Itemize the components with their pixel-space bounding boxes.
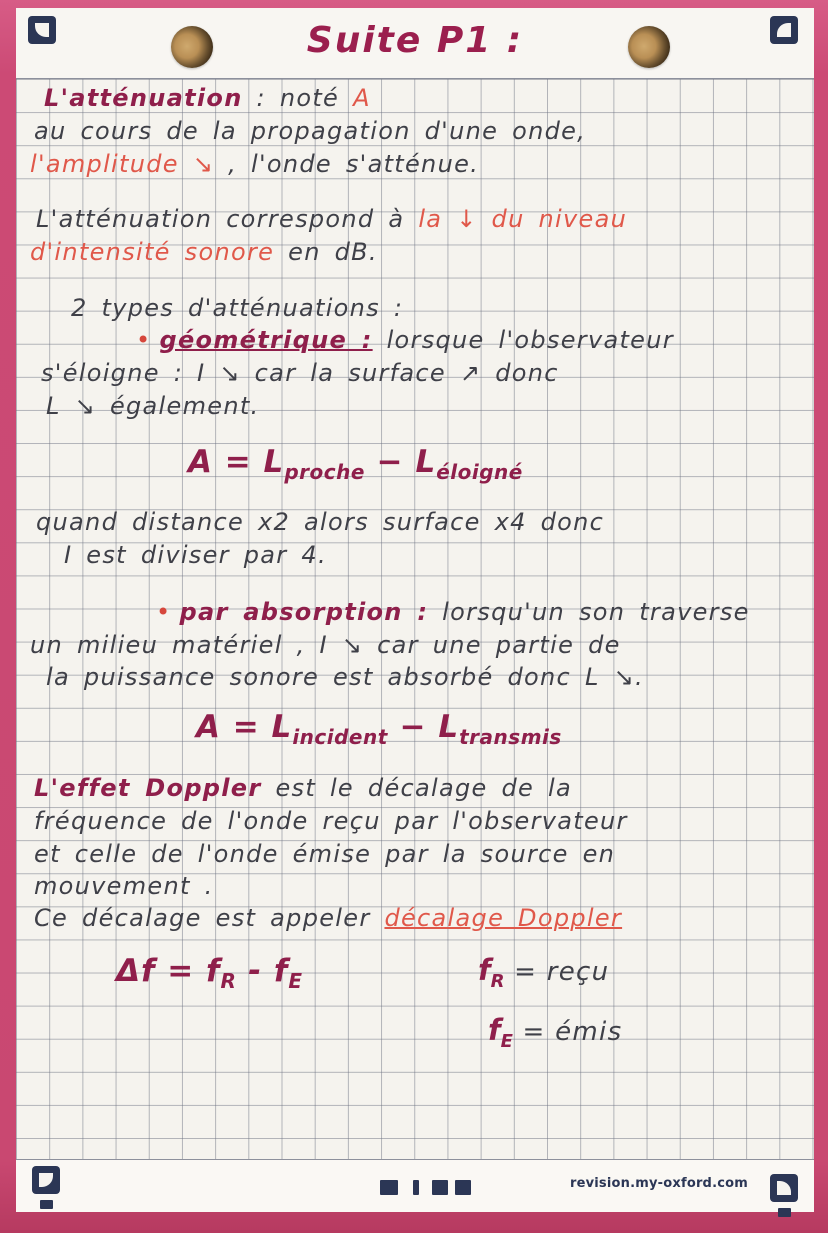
geometric-line3: L ↘ également. <box>46 392 260 420</box>
types-heading: 2 types d'atténuations : <box>71 294 404 322</box>
qr-corner-top-left-icon <box>28 16 56 44</box>
absorption-bullet-line: • par absorption : lorsqu'un son traverse <box>156 598 750 626</box>
doppler-line3: et celle de l'onde émise par la source en <box>34 840 616 868</box>
page-footer <box>16 1160 814 1212</box>
legend-f-emitted: $f_E$ = émis <box>488 1013 623 1052</box>
symbol-A: A <box>353 84 371 112</box>
doppler-line4: mouvement . <box>34 872 214 900</box>
absorption-line2: un milieu matériel , I ↘ car une partie de <box>30 631 621 659</box>
geometric-bullet-line: • géométrique : lorsque l'observateur <box>136 326 674 354</box>
bullet-icon: • <box>136 326 152 354</box>
paper-sheet <box>16 8 814 1212</box>
website-url: revision.my-oxford.com <box>569 1176 748 1191</box>
doppler-line5: Ce décalage est appeler décalage Doppler <box>34 904 623 932</box>
term-effet-doppler: L'effet Doppler <box>34 774 262 802</box>
page-title: Suite P1 : <box>306 20 524 61</box>
term-attenuation: L'atténuation <box>44 84 243 112</box>
absorption-line3: la puissance sonore est absorbé donc L ↘. <box>46 663 644 691</box>
distance-rule-line2: I est diviser par 4. <box>64 541 327 569</box>
attenuation-definition-line3: l'amplitude ↘ , l'onde s'atténue. <box>30 150 480 178</box>
term-decalage-doppler: décalage Doppler <box>384 904 623 932</box>
attenuation-meaning-line2: d'intensité sonore en dB. <box>30 238 378 266</box>
term-par-absorption: par absorption : <box>179 598 429 626</box>
formula-doppler-shift: $\Delta f = f_R - f_E$ <box>116 953 303 994</box>
grid-notes-area <box>16 78 814 1160</box>
qr-corner-bottom-left-icon <box>32 1166 60 1194</box>
doppler-line2: fréquence de l'onde reçu par l'observateur <box>34 807 628 835</box>
bullet-icon: • <box>156 598 172 626</box>
formula-geometric-attenuation: $A = L_{proche} - L_{éloigné}$ <box>188 444 523 485</box>
attenuation-meaning-line1: L'atténuation correspond à la ↓ du niveau <box>36 205 628 233</box>
term-intensite-sonore: d'intensité sonore <box>30 238 275 266</box>
hole-punch-right <box>628 26 670 68</box>
formula-absorption-attenuation: $A = L_{incident} - L_{transmis}$ <box>196 709 562 750</box>
geometric-line2: s'éloigne : I ↘ car la surface ↗ donc <box>41 359 559 387</box>
legend-f-received: $f_R$ = reçu <box>478 953 610 992</box>
attenuation-definition-line2: au cours de la propagation d'une onde, <box>34 117 587 145</box>
qr-corner-top-right-icon <box>770 16 798 44</box>
term-amplitude: l'amplitude ↘ <box>30 150 215 178</box>
qr-corner-bottom-right-icon <box>770 1174 798 1202</box>
hole-punch-left <box>171 26 213 68</box>
doppler-line1: L'effet Doppler est le décalage de la <box>34 774 573 802</box>
attenuation-definition-line1: L'atténuation : noté A <box>44 84 371 112</box>
qr-dot-bottom-left-icon <box>40 1200 53 1209</box>
qr-dot-bottom-right-icon <box>778 1208 791 1217</box>
page-header <box>16 8 814 78</box>
distance-rule-line1: quand distance x2 alors surface x4 donc <box>36 508 605 536</box>
term-geometrique: géométrique : <box>159 326 373 354</box>
square-dash-code-icon <box>380 1180 471 1195</box>
